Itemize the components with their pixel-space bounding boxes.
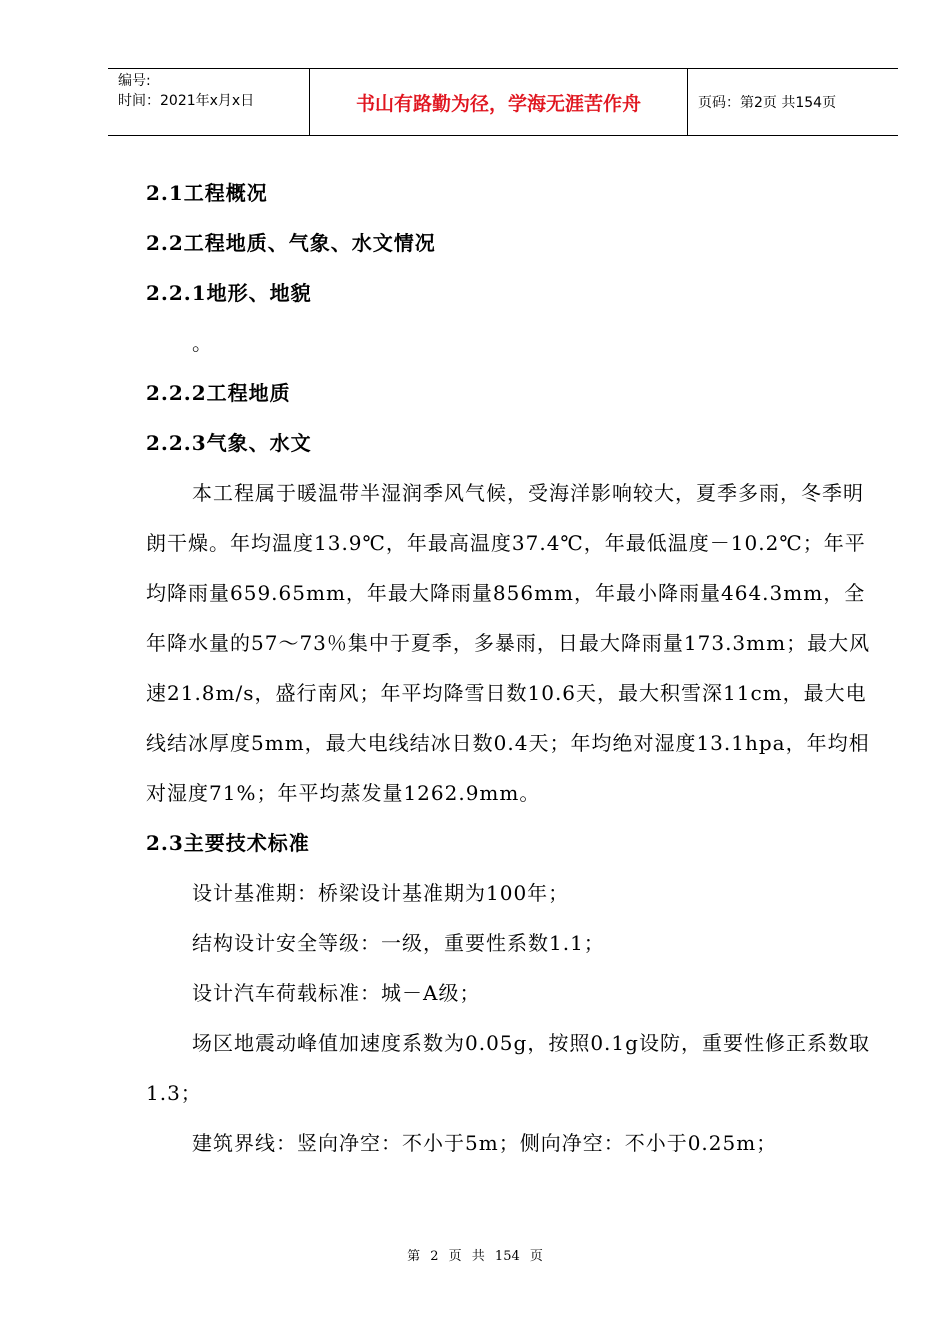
climate-paragraph: 本工程属于暖温带半湿润季风气候，受海洋影响较大，夏季多雨，冬季明朗干燥。年均温度13.9℃，年最高温度37.4℃，年最低温度－10.2℃；年平均降雨量659.65mm，年最大降雨量856mm，年最小降雨量464.3mm，全年降水量的57～73％集中于夏季，多暴雨，日最大降雨量173.3mm；最大风速21.8m/s，盛行南风；年平均降雪日数10.6天，最大积雪深11cm，最大电线结冰厚度5mm，最大电线结冰日数0.4天；年均绝对湿度13.1hpa，年均相对湿度71%；年平均蒸发量1262.9mm。	[146, 481, 871, 805]
standard-clearance: 建筑界线：竖向净空：不小于5m；侧向净空：不小于0.25m；	[192, 1131, 778, 1155]
header-meta	[108, 69, 310, 135]
page-header	[108, 68, 898, 136]
heading-2-3: 2.3主要技术标准	[146, 831, 310, 855]
standard-load: 设计汽车荷载标准：城－A级；	[192, 981, 481, 1005]
heading-2-1: 2.1工程概况	[146, 181, 268, 205]
heading-2-2-1: 2.2.1地形、地貌	[146, 281, 312, 305]
empty-paragraph: 。	[192, 331, 213, 355]
heading-2-2-2: 2.2.2工程地质	[146, 381, 291, 405]
time-label: 时间：2021年x月x日	[118, 93, 255, 109]
header-page-info: 页码：第2页 共154页	[698, 95, 837, 111]
heading-2-2: 2.2工程地质、气象、水文情况	[146, 231, 436, 255]
header-motto: 书山有路勤为径，学海无涯苦作舟	[310, 69, 688, 135]
standard-safety-level: 结构设计安全等级：一级，重要性系数1.1；	[192, 931, 605, 955]
standard-seismic: 场区地震动峰值加速度系数为0.05g，按照0.1g设防，重要性修正系数取1.3；	[146, 1031, 870, 1105]
document-body	[146, 168, 871, 1168]
number-label: 编号:	[118, 73, 151, 89]
standard-design-period: 设计基准期：桥梁设计基准期为100年；	[192, 881, 570, 905]
page-footer: 第 2 页 共 154 页	[407, 1249, 543, 1264]
heading-2-2-3: 2.2.3气象、水文	[146, 431, 312, 455]
